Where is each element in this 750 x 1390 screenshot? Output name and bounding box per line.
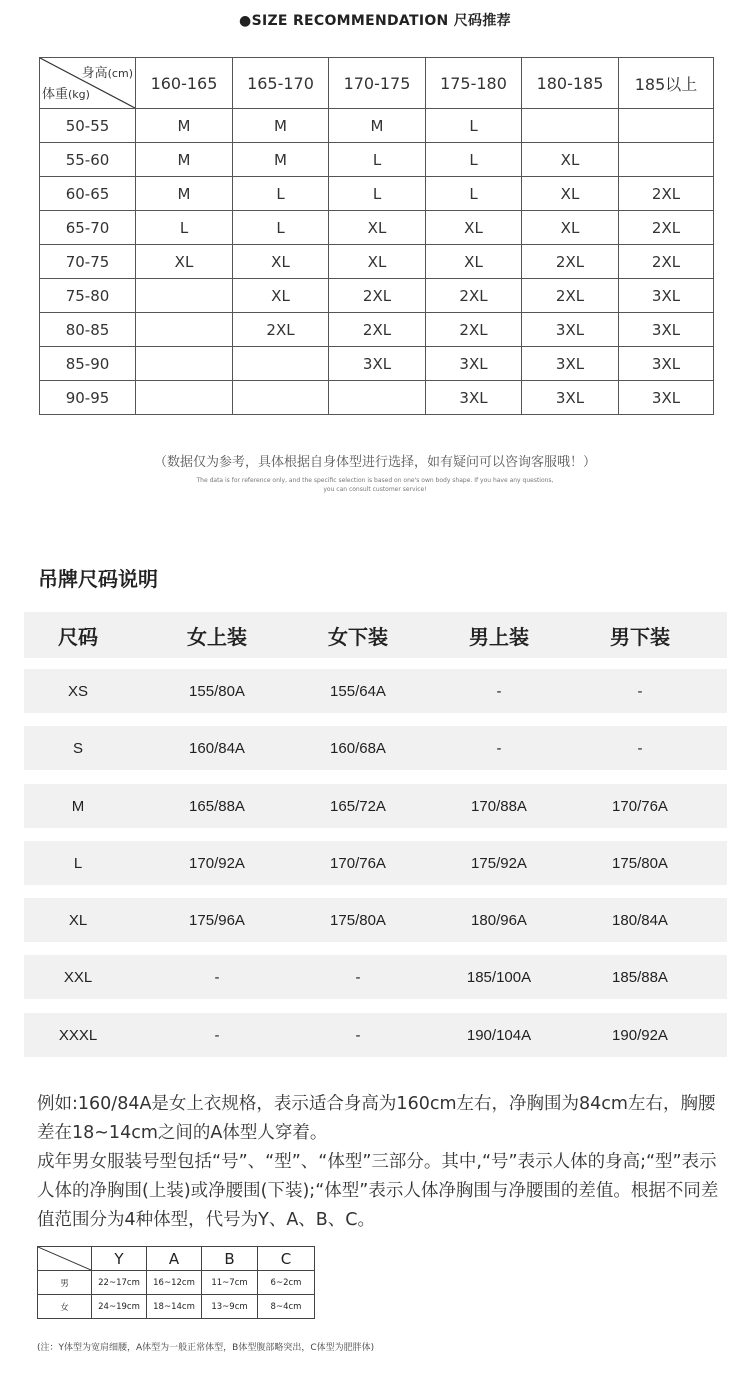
reference-note: （数据仅为参考，具体根据自身体型进行选择，如有疑问可以咨询客服哦！） [153,455,596,470]
height-axis-label: 身高(cm) [81,66,133,81]
reference-note-english-line: you can consult customer service! [323,486,427,493]
tag-table-row [24,784,727,828]
size-cell: L [426,177,522,211]
tag-size-value: - [496,739,502,757]
explanation-paragraph: 例如:160/84A是女上衣规格，表示适合身高为160cm左右，净胸围为84cm左右，胸腰差在18~14cm之间的A体型人穿着。 [37,1094,716,1143]
size-cell: 3XL [426,347,522,381]
tag-table-row [24,1013,727,1057]
diagonal-divider [38,1247,91,1270]
reference-note-english-line: The data is for reference only, and the specific selection is based on one's own body shape. If you have any questions, [196,477,554,484]
tag-size-value: 185/100A [466,968,532,986]
size-cell: XL [522,143,619,177]
body-type-value: 22~17cm [92,1271,147,1295]
height-header: 170-175 [329,58,426,109]
size-cell: 2XL [329,313,426,347]
body-type-footnote: (注：Y体型为宽肩细腰，A体型为一般正常体型，B体型腹部略突出，C体型为肥胖体) [37,1343,375,1353]
size-cell [329,381,426,415]
body-type-value: 18~14cm [147,1295,202,1319]
size-cell: M [329,109,426,143]
body-type-value: 24~19cm [92,1295,147,1319]
tag-table-header [24,612,727,658]
weight-axis-label: 体重(kg) [42,87,90,102]
size-cell: 3XL [522,347,619,381]
tag-size-value: 180/84A [612,911,668,929]
body-type-header: B [202,1247,258,1271]
tag-header-cell: 女上装 [187,626,247,649]
tag-table-row [24,898,727,942]
tag-size-value: - [355,968,361,986]
size-cell: M [136,143,233,177]
size-cell: XL [426,245,522,279]
size-cell: 2XL [619,211,714,245]
body-type-value: 16~12cm [147,1271,202,1295]
height-header: 185以上 [619,58,714,109]
tag-size-value: - [496,682,502,700]
weight-range-cell: 65-70 [40,211,136,245]
body-type-value: 13~9cm [202,1295,258,1319]
size-cell: XL [522,177,619,211]
size-cell: 2XL [619,177,714,211]
tag-table-row [24,726,727,770]
tag-size-value: 160/68A [330,739,386,757]
body-type-corner [38,1247,92,1271]
height-header: 175-180 [426,58,522,109]
weight-range-cell: 85-90 [40,347,136,381]
body-type-row-male [38,1271,315,1295]
size-cell: L [426,143,522,177]
recommendation-row [40,177,714,211]
size-cell: 2XL [619,245,714,279]
size-cell: L [233,211,329,245]
tag-size-value: - [214,968,220,986]
size-cell: M [233,109,329,143]
tag-size-value: 175/80A [612,854,668,872]
tag-size-value: 180/96A [471,911,527,929]
height-header: 160-165 [136,58,233,109]
body-type-header: A [147,1247,202,1271]
tag-header-cell: 尺码 [58,626,98,649]
size-cell: 2XL [426,279,522,313]
size-cell: 3XL [426,381,522,415]
tag-size-value: 170/88A [471,797,527,815]
tag-section-title: 吊牌尺码说明 [38,567,158,591]
tag-size-value: 170/76A [612,797,668,815]
weight-range-cell: 60-65 [40,177,136,211]
body-type-table [37,1246,315,1319]
tag-size-label: XL [68,911,88,929]
tag-size-value: 175/92A [471,854,527,872]
gender-label: 男 [38,1271,92,1295]
size-cell [522,109,619,143]
tag-size-label: XXXL [58,1026,98,1044]
size-cell: XL [329,245,426,279]
tag-size-value: 190/104A [466,1026,532,1044]
body-type-header-row [38,1247,315,1271]
size-cell: M [136,177,233,211]
size-cell: 3XL [522,381,619,415]
recommendation-row [40,347,714,381]
size-cell: L [136,211,233,245]
tag-size-value: 170/76A [330,854,386,872]
body-type-value: 6~2cm [258,1271,315,1295]
body-type-value: 11~7cm [202,1271,258,1295]
tag-size-value: 190/92A [612,1026,668,1044]
weight-range-cell: 80-85 [40,313,136,347]
tag-size-label: S [72,739,83,757]
recommendation-row [40,109,714,143]
tag-size-value: 175/96A [189,911,245,929]
tag-header-cell: 女下装 [328,626,388,649]
tag-table-row [24,955,727,999]
size-cell: L [329,143,426,177]
recommendation-row [40,143,714,177]
size-cell: XL [522,211,619,245]
reference-note-english [0,476,750,494]
tag-size-value: 165/88A [189,797,245,815]
size-cell: L [329,177,426,211]
size-cell [136,313,233,347]
tag-header-cell: 男下装 [610,626,670,649]
size-cell: XL [136,245,233,279]
page-title: ●SIZE RECOMMENDATION 尺码推荐 [239,13,511,29]
weight-range-cell: 50-55 [40,109,136,143]
tag-table-row [24,841,727,885]
height-header: 180-185 [522,58,619,109]
size-cell: XL [233,245,329,279]
size-cell: 2XL [522,279,619,313]
size-cell: M [233,143,329,177]
size-cell [233,347,329,381]
recommendation-row [40,245,714,279]
size-cell: 3XL [329,347,426,381]
size-cell [136,279,233,313]
recommendation-rows [40,109,714,415]
height-header: 165-170 [233,58,329,109]
size-cell [136,381,233,415]
size-cell: XL [233,279,329,313]
gender-label: 女 [38,1295,92,1319]
size-cell: 3XL [619,313,714,347]
explanation-paragraph: 成年男女服装号型包括“号”、“型”、“体型”三部分。其中,“号”表示人体的身高;“型”表示人体的净胸围(上装)或净腰围(下装);“体型”表示人体净胸围与净腰围的差值。根据不同差值范围分为4种体型，代号为Y、A、B、C。 [37,1152,719,1230]
tag-size-label: M [71,797,85,815]
recommendation-row [40,279,714,313]
size-cell: L [426,109,522,143]
size-cell [233,381,329,415]
tag-size-value: 155/80A [189,682,245,700]
tag-size-value: 170/92A [189,854,245,872]
tag-size-value: - [637,682,643,700]
size-cell: XL [329,211,426,245]
weight-range-cell: 75-80 [40,279,136,313]
body-type-header: Y [92,1247,147,1271]
weight-range-cell: 55-60 [40,143,136,177]
size-cell: 3XL [619,381,714,415]
tag-size-label: XXL [63,968,93,986]
size-cell: XL [426,211,522,245]
tag-table-row [24,669,727,713]
size-cell: 3XL [522,313,619,347]
size-cell [136,347,233,381]
size-cell: 2XL [329,279,426,313]
tag-size-value: 160/84A [189,739,245,757]
size-cell: L [233,177,329,211]
height-header-row [40,58,714,109]
tag-header-cell: 男上装 [469,626,529,649]
tag-size-value: 185/88A [612,968,668,986]
weight-range-cell: 90-95 [40,381,136,415]
size-cell: 2XL [522,245,619,279]
corner-cell [40,58,136,109]
tag-size-value: - [355,1026,361,1044]
size-cell [619,143,714,177]
size-cell: 2XL [233,313,329,347]
size-cell: 2XL [426,313,522,347]
size-cell: 3XL [619,279,714,313]
size-cell [619,109,714,143]
tag-size-value: 155/64A [330,682,386,700]
size-explanation [37,1090,723,1235]
size-recommendation-table [39,57,714,415]
recommendation-row [40,313,714,347]
body-type-value: 8~4cm [258,1295,315,1319]
recommendation-row [40,211,714,245]
recommendation-row [40,381,714,415]
body-type-row-female [38,1295,315,1319]
tag-size-value: - [637,739,643,757]
tag-size-label: XS [67,682,88,700]
size-cell: M [136,109,233,143]
tag-size-value: 175/80A [330,911,386,929]
body-type-header: C [258,1247,315,1271]
size-cell: 3XL [619,347,714,381]
tag-size-value: - [214,1026,220,1044]
weight-range-cell: 70-75 [40,245,136,279]
tag-size-value: 165/72A [330,797,386,815]
tag-size-label: L [73,854,83,872]
